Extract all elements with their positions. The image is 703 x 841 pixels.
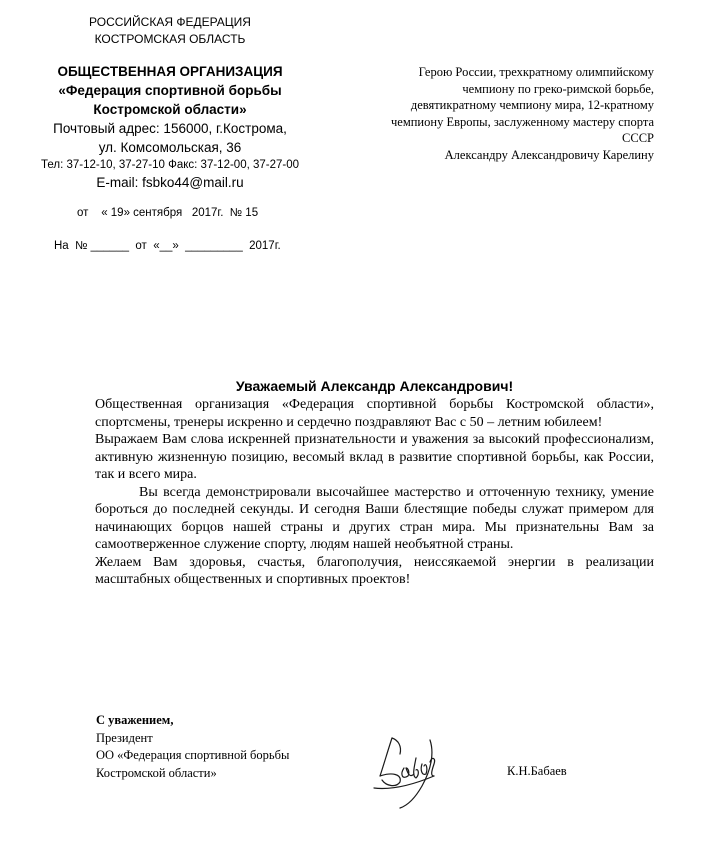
- letterhead-address-line2: ул. Комсомольская, 36: [98, 140, 242, 155]
- signature-block: [96, 712, 289, 782]
- closing: С уважением,: [96, 713, 174, 727]
- addressee-block: [345, 64, 654, 163]
- body-paragraph: Желаем Вам здоровья, счастья, благополучия, неиссякаемой энергии в реализации масштабных общественных и спортивных проектов!: [95, 554, 654, 587]
- letterhead-address-line1: Почтовый адрес: 156000, г.Кострома,: [53, 121, 287, 136]
- body-paragraph: Выражаем Вам слова искренней признательности и уважения за высокий профессионализм, активную жизненную позицию, весомый вклад в развитие спортивной борьбы, как России, так и всего мира.: [95, 432, 654, 482]
- body-paragraph: Общественная организация «Федерация спортивной борьбы Костромской области», спортсмены, тренеры искренно и сердечно поздравляют Вас с 50 – летним юбилеем!: [95, 397, 654, 430]
- addressee-line: СССР: [622, 131, 654, 145]
- addressee-line: чемпиону по греко-римской борьбе,: [462, 81, 654, 96]
- outgoing-reference: от « 19» сентября 2017г. № 15: [77, 207, 259, 219]
- salutation: Уважаемый Александр Александрович!: [235, 378, 514, 394]
- addressee-line: девятикратному чемпиону мира, 12-кратному: [410, 98, 654, 112]
- incoming-reference: На № ______ от «__» _________ 2017г.: [54, 240, 281, 252]
- letter-body: [95, 396, 654, 589]
- handwritten-signature: [370, 728, 450, 810]
- letterhead: [30, 14, 310, 192]
- signer-org-line1: ОО «Федерация спортивной борьбы: [96, 748, 290, 762]
- addressee-name: Александру Александровичу Карелину: [444, 147, 654, 162]
- body-paragraph: Вы всегда демонстрировали высочайшее мастерство и отточенную технику, умение бороться до последней секунды. И сегодня Ваши блестящие победы служат примером для начинающих борцов нашей страны и других стран мира. Мы признательны Вам за самоотверженное служение спорту, людям нашей необъятной страны.: [95, 484, 654, 552]
- letterhead-org-name-line2: Костромской области»: [93, 102, 247, 117]
- letterhead-org-type: ОБЩЕСТВЕННАЯ ОРГАНИЗАЦИЯ: [57, 64, 283, 79]
- addressee-line: Герою России, трехкратному олимпийскому: [418, 65, 654, 79]
- signer-name: К.Н.Бабаев: [507, 764, 567, 778]
- signer-position: Президент: [96, 730, 153, 745]
- letterhead-region: КОСТРОМСКАЯ ОБЛАСТЬ: [94, 32, 246, 46]
- letterhead-phones: Тел: 37-12-10, 37-27-10 Факс: 37-12-00, 37-27-00: [40, 159, 300, 171]
- letterhead-email: E-mail: fsbko44@mail.ru: [96, 175, 244, 190]
- addressee-line: чемпиону Европы, заслуженному мастеру спорта: [391, 114, 654, 129]
- letterhead-org-name-line1: «Федерация спортивной борьбы: [58, 83, 282, 98]
- signer-org-line2: Костромской области»: [96, 765, 217, 780]
- letterhead-country: РОССИЙСКАЯ ФЕДЕРАЦИЯ: [89, 15, 251, 29]
